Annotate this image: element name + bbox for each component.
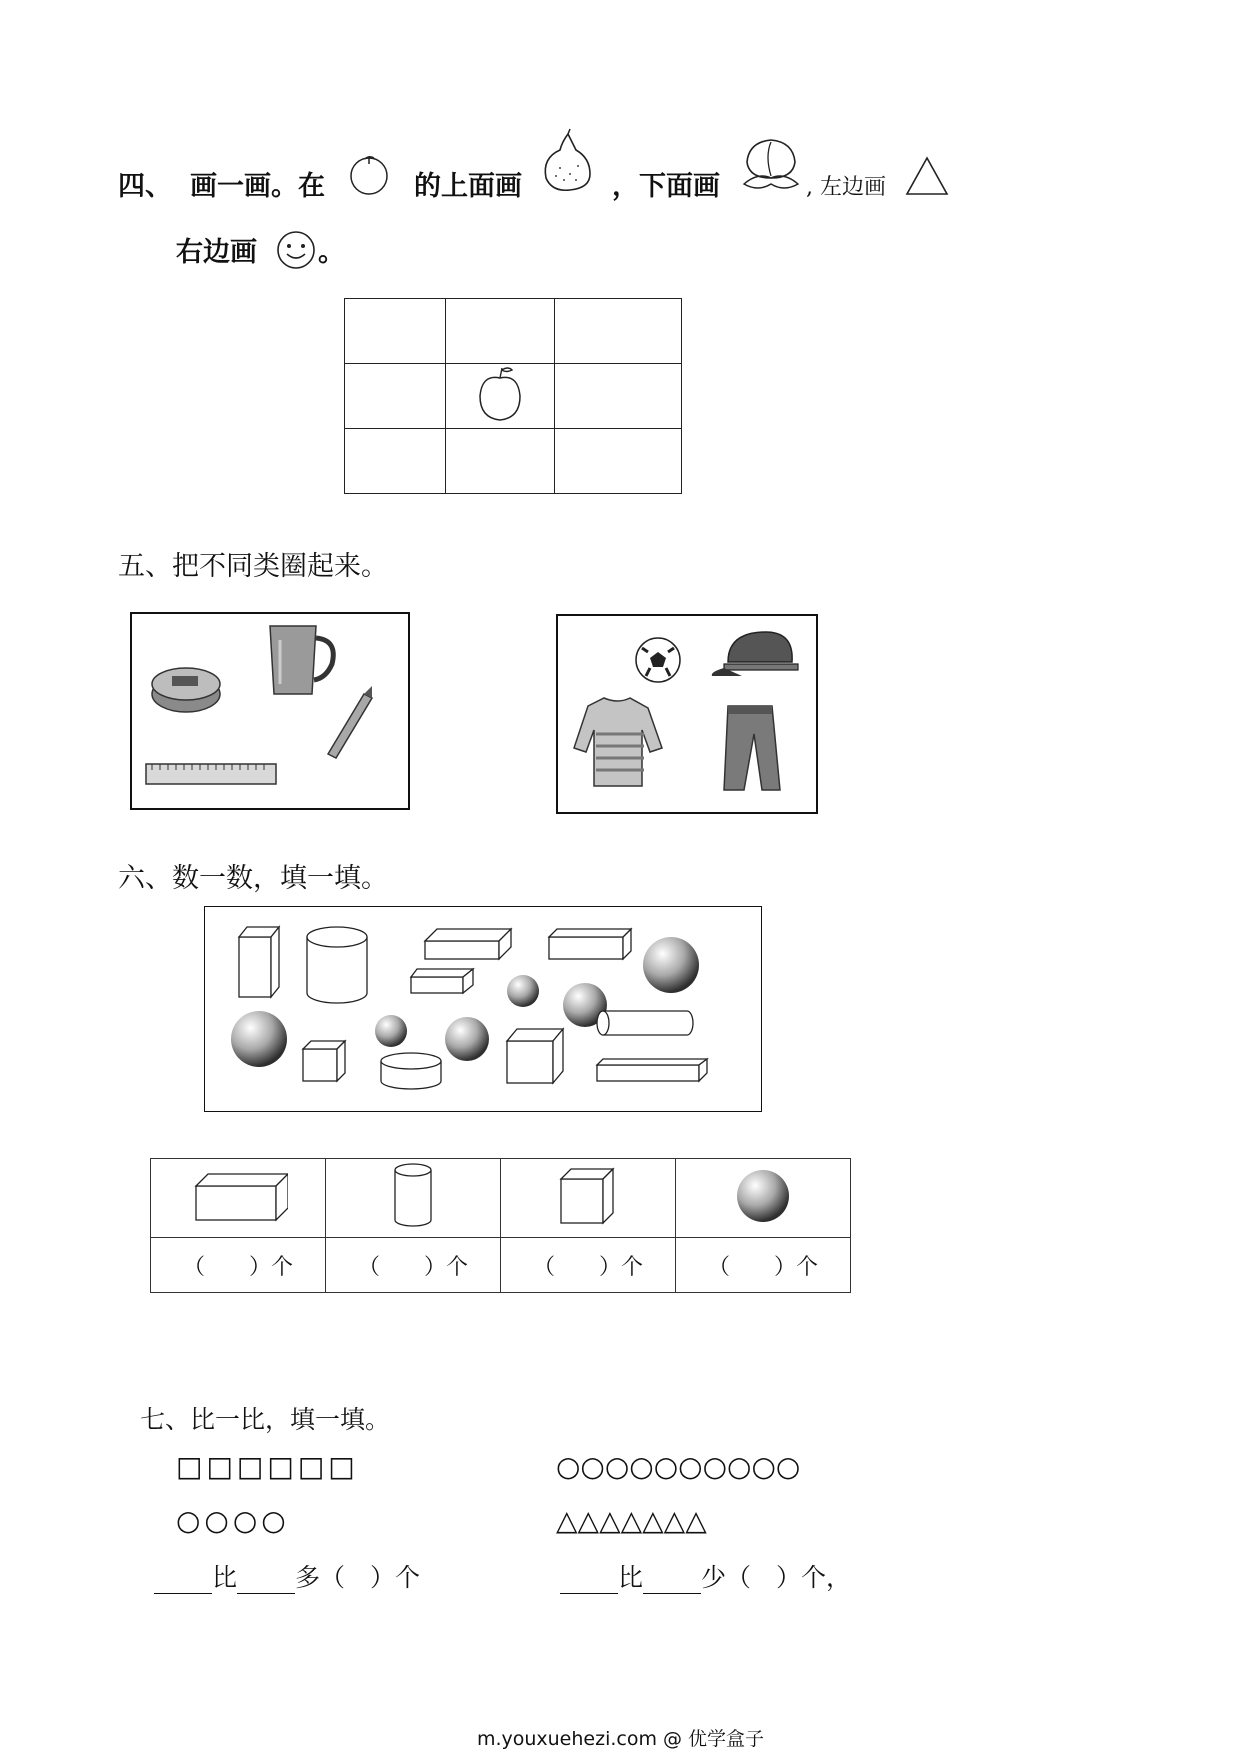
triangle-icon (904, 154, 950, 198)
soccer-ball-icon (636, 638, 680, 682)
q7-fill-left-a: 比 (212, 1563, 238, 1592)
count-cell-sphere[interactable]: （ ）个 (676, 1238, 851, 1293)
q4-text-c: ，下面画 (612, 171, 720, 202)
cuboid-icon (425, 929, 511, 959)
header-cylinder (326, 1159, 501, 1238)
q7-fill-left (154, 1558, 420, 1594)
position-grid (344, 298, 682, 494)
grid-cell[interactable] (446, 429, 555, 494)
cuboid-icon (549, 929, 631, 959)
q4-text-a: 画一画。在 (190, 171, 325, 202)
q7-fill-left-b: 多（ ）个 (295, 1563, 421, 1592)
cube-icon (557, 1165, 619, 1227)
solids-illustration (205, 907, 761, 1111)
count-table (150, 1158, 851, 1293)
cap-icon (712, 632, 798, 676)
cuboid-icon (597, 1059, 707, 1081)
header-cuboid (151, 1159, 326, 1238)
cup-icon (270, 626, 333, 694)
trousers-icon (724, 706, 780, 790)
cuboid-icon (188, 1168, 288, 1224)
cube-icon (507, 1029, 563, 1083)
q4-line2-a: 右边画 (176, 237, 257, 268)
solids-box (204, 906, 762, 1112)
pear-icon (536, 128, 600, 194)
q6-title: 六、数一数，填一填。 (118, 863, 388, 894)
cuboid-icon (239, 927, 279, 997)
stationery-illustration (132, 614, 408, 808)
footer-watermark: m.youxuehezi.com @ 优学盒子 (476, 1728, 765, 1750)
sphere-icon (643, 937, 699, 993)
q4-prefix: 四、 (118, 171, 172, 202)
clothing-illustration (558, 616, 816, 812)
sweater-icon (574, 698, 662, 786)
cuboid-icon (411, 969, 473, 993)
squares-row: □□□□□□ (176, 1450, 359, 1483)
sphere-icon (375, 1015, 407, 1047)
answer-blank[interactable] (237, 1567, 295, 1594)
cylinder-icon (381, 1053, 441, 1089)
smiley-icon (274, 228, 318, 272)
answer-blank[interactable] (154, 1567, 212, 1594)
circles-row-short: ○○○○ (176, 1504, 290, 1537)
q4-line2-b: 。 (318, 237, 345, 268)
peach-icon (734, 130, 808, 196)
sphere-icon (445, 1017, 489, 1061)
sharpener-icon (152, 668, 220, 712)
q4-text-d: , 左边画 (806, 175, 886, 200)
q7-title: 七、比一比，填一填。 (140, 1405, 391, 1434)
triangles-row: △△△△△△△ (556, 1504, 707, 1537)
circles-row-long: ○○○○○○○○○○ (556, 1450, 801, 1483)
answer-blank[interactable] (643, 1567, 701, 1594)
count-cell-cuboid[interactable]: （ ）个 (151, 1238, 326, 1293)
grid-cell-center (446, 364, 555, 429)
q7-fill-right-b: 少（ ）个， (701, 1563, 852, 1592)
grid-cell[interactable] (345, 364, 446, 429)
grid-cell[interactable] (345, 429, 446, 494)
header-sphere (676, 1159, 851, 1238)
grid-cell[interactable] (446, 299, 555, 364)
stationery-box[interactable] (130, 612, 410, 810)
grid-cell[interactable] (555, 429, 682, 494)
cube-icon (303, 1041, 345, 1081)
grid-cell[interactable] (555, 364, 682, 429)
count-cell-cylinder[interactable]: （ ）个 (326, 1238, 501, 1293)
ruler-icon (146, 764, 276, 784)
cylinder-icon (391, 1162, 435, 1230)
q7-fill-right-a: 比 (618, 1563, 644, 1592)
q7-fill-right (560, 1558, 851, 1594)
orange-icon (346, 150, 392, 196)
grid-cell[interactable] (555, 299, 682, 364)
header-cube (501, 1159, 676, 1238)
answer-blank[interactable] (560, 1567, 618, 1594)
sphere-icon (734, 1167, 792, 1225)
sphere-icon (231, 1011, 287, 1067)
sphere-icon (507, 975, 539, 1007)
count-cell-cube[interactable]: （ ）个 (501, 1238, 676, 1293)
q4-text-b: 的上面画 (414, 171, 522, 202)
pencil-icon (328, 686, 372, 758)
clothing-box[interactable] (556, 614, 818, 814)
grid-cell[interactable] (345, 299, 446, 364)
cylinder-icon (307, 927, 367, 1003)
apple-icon (476, 364, 524, 424)
cylinder-icon (597, 1011, 693, 1035)
q5-title: 五、把不同类圈起来。 (118, 551, 388, 582)
